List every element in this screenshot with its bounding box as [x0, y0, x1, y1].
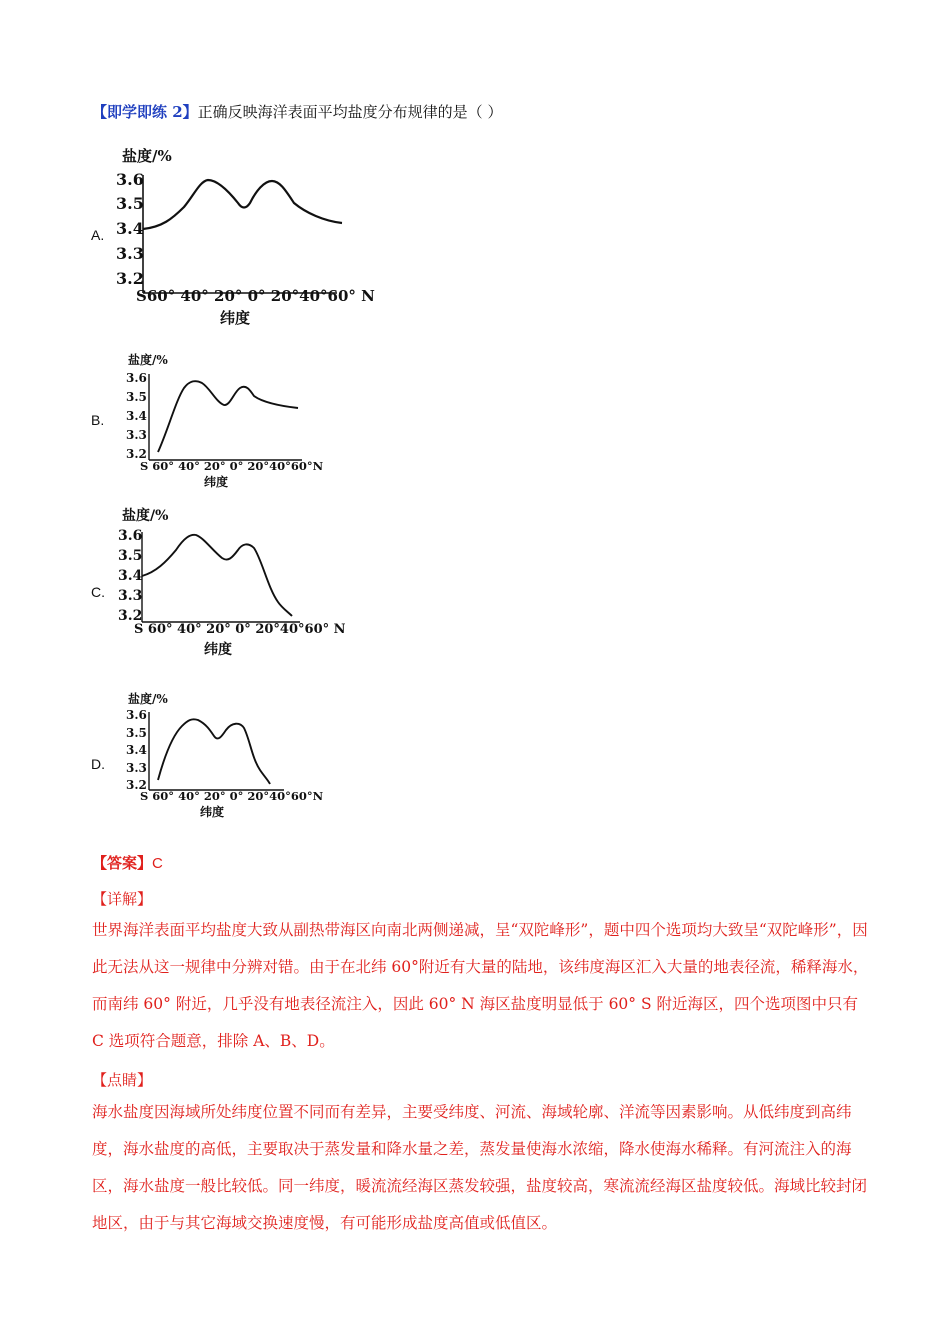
option-a-label: A. [91, 227, 105, 243]
option-b-chart [112, 350, 324, 490]
answer [92, 852, 163, 875]
chart-a-ytick: 3.5 [116, 194, 144, 213]
option-b-label: B. [91, 412, 105, 428]
chart-b-ytick: 3.6 [126, 371, 147, 385]
detail-text: 世界海洋表面平均盐度大致从副热带海区向南北两侧递减，呈“双陀峰形”，题中四个选项均大致呈“双陀峰形”，因此无法从这一规律中分辨对错。由于在北纬 60°附近有大量的陆地，该纬度海区汇入大量的地表径流，稀释海水，而南纬 60° 附近，几乎没有地表径流注入，因此 60° N 海区盐度明显低于 60° S 附近海区，四个选项图中只有 C 选项符合题意，排除 A、B、D。 [92, 921, 869, 1050]
option-c-chart [112, 504, 346, 664]
chart-a-xticks: S60° 40° 20° 0° 20°40°60° N [136, 287, 375, 305]
option-c-label: C. [91, 584, 105, 600]
chart-a-ytick: 3.4 [116, 219, 144, 238]
chart-d-ytick: 3.2 [126, 778, 147, 792]
chart-c-curve [142, 535, 292, 616]
option-a-chart [112, 143, 375, 328]
chart-b-ytick: 3.2 [126, 447, 147, 461]
chart-d-xlabel: 纬度 [200, 805, 225, 819]
chart-b-ylabel: 盐度/% [128, 353, 168, 367]
option-d-label: D. [91, 756, 105, 772]
chart-a-xlabel: 纬度 [220, 309, 251, 327]
chart-a-ytick: 3.2 [116, 269, 144, 288]
detail-tag: 【详解】 [92, 890, 153, 908]
chart-d-ylabel: 盐度/% [128, 692, 168, 706]
chart-c-xlabel: 纬度 [204, 642, 232, 658]
option-d-chart [112, 688, 324, 828]
chart-d-ytick: 3.5 [126, 726, 147, 740]
chart-d-ytick: 3.3 [126, 761, 147, 775]
chart-b-ytick: 3.5 [126, 390, 147, 404]
question-tag: 【即学即练 2】 [92, 103, 198, 121]
chart-b-ytick: 3.4 [126, 409, 147, 423]
chart-b-curve [158, 381, 298, 452]
answer-value: C [152, 855, 163, 872]
chart-b-xticks: S 60° 40° 20° 0° 20°40°60°N [140, 459, 324, 473]
chart-d-xticks: S 60° 40° 20° 0° 20°40°60°N [140, 789, 324, 803]
chart-c-ytick: 3.3 [118, 588, 143, 604]
chart-d-curve [158, 719, 270, 784]
chart-c-ytick: 3.5 [118, 548, 143, 564]
question-text: 正确反映海洋表面平均盐度分布规律的是（ ） [197, 103, 503, 121]
chart-c-ytick: 3.4 [118, 568, 143, 584]
chart-c-ylabel: 盐度/% [122, 508, 169, 524]
chart-a-ytick: 3.6 [116, 170, 144, 189]
tip-tag: 【点睛】 [92, 1071, 153, 1089]
answer-tag: 【答案】 [92, 854, 153, 872]
chart-c-ytick: 3.6 [118, 528, 143, 544]
chart-d-ytick: 3.4 [126, 743, 147, 757]
chart-c-ytick: 3.2 [118, 608, 143, 624]
chart-b-xlabel: 纬度 [204, 475, 229, 489]
chart-d-ytick: 3.6 [126, 708, 147, 722]
chart-a-ytick: 3.3 [116, 244, 144, 263]
question [92, 101, 502, 123]
chart-c-xticks: S 60° 40° 20° 0° 20°40°60° N [134, 622, 346, 637]
chart-a-ylabel: 盐度/% [122, 147, 172, 165]
chart-b-ytick: 3.3 [126, 428, 147, 442]
chart-a-curve [143, 180, 342, 229]
tip-text: 海水盐度因海域所处纬度位置不同而有差异，主要受纬度、河流、海域轮廓、洋流等因素影响。从低纬度到高纬度，海水盐度的高低，主要取决于蒸发量和降水量之差，蒸发量使海水浓缩，降水使海水稀释。有河流注入的海区，海水盐度一般比较低。同一纬度，暖流流经海区蒸发较强，盐度较高，寒流流经海区盐度较低。海域比较封闭地区，由于与其它海域交换速度慢，有可能形成盐度高值或低值区。 [92, 1103, 868, 1232]
